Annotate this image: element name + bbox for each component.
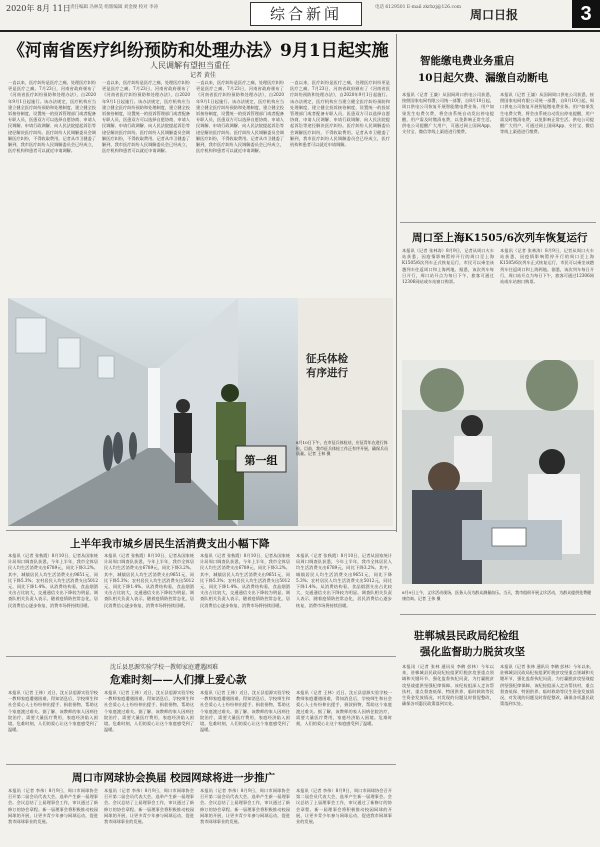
poverty-headline-1: 驻郸城县民政局纪检组 <box>414 630 519 642</box>
consume-body-col-1: 本报讯（记者 张秋霞）8月10日，记者从国家统计局周口调查队获悉，今年上半年，我市全体居民人均生活消费支出6789元，同比下降3.2%。其中，城镇居民人均生活消费支出9651元，同比下降5.3%；农村居民人均生活消费支出5012元，同比下降1.4%。从消费结构看，食品烟酒支出占比较大，交通通信支出下降较为明显。调查队相关负责人表示，随着疫情防控常态化，居民消费信心逐步恢复，消费市场将持续回暖。 <box>8 553 98 608</box>
clinic-photo-image <box>402 360 594 584</box>
poverty-headline-2: 强化监督助力脱贫攻坚 <box>420 646 525 658</box>
recruit-photo-headline: 征兵体检 有序进行 <box>306 353 348 379</box>
tennis-body-col-2: 本报讯（记者 李伟）8月9日，周口市网球协会召开第二届会员代表大会，选举产生新一届理事会。会议总结了上届理事会工作，审议通过了新修订的协会章程。新一届理事会将积极推动校园网球的开展，让更多青少年参与网球运动，促进我市网球事业的发展。 <box>104 788 194 825</box>
tennis-headline: 周口市网球协会换届 校园网球将进一步推广 <box>72 772 276 784</box>
power-headline-1: 智能缴电费业务重启 <box>420 55 515 67</box>
section-title: 综合新闻 <box>250 2 362 26</box>
clinic-photo-caption: 8月9日上午，义诊活动现场，医务人员为群众测量血压。当天，我市组织开展义诊活动，为群众提供免费健康咨询。记者 王伟 摄 <box>402 590 592 601</box>
consume-body-col-4: 本报讯（记者 张秋霞）8月10日，记者从国家统计局周口调查队获悉，今年上半年，我市全体居民人均生活消费支出6789元，同比下降3.2%。其中，城镇居民人均生活消费支出9651元，同比下降5.3%；农村居民人均生活消费支出5012元，同比下降1.4%。从消费结构看，食品烟酒支出占比较大，交通通信支出下降较为明显。调查队相关负责人表示，随着疫情防控常态化，居民消费信心逐步恢复，消费市场将持续回暖。 <box>296 553 392 608</box>
page-number: 3 <box>572 0 600 28</box>
issue-date: 2020年 8月 11日 <box>6 4 71 13</box>
main-body-col-4: 一直以来，医疗纠纷是医疗之痛，处理医疗纠纷更是医疗之痛。7月23日，河南省政府颁布了《河南省医疗纠纷预防和处理办法》，自2020年9月1日起施行。该办法规定，医疗机构应当建立健全医疗纠纷预防和处理制度，建立健全投诉接待制度，设置统一的投诉管理部门或者配备专职人员，医患双方可以选择自愿协商、申请人民调解、申请行政调解、向人民法院提起诉讼等途径解决医疗纠纷。医疗纠纷人民调解委员会调解医疗纠纷，不得收取费用。记者从市卫健委了解到，我市医疗纠纷人民调解委员会已经成立，医疗机构和患者可以就近申请调解。 <box>290 80 390 148</box>
help-kicker: 沈丘县思源实验学校一教师家庭遭遇困难 <box>110 664 219 671</box>
column-divider <box>396 34 397 532</box>
power-body-col-1: 本报讯（记者 王谦）从国网周口供电公司获悉，按照国家电网有限公司统一部署，自8月10日起，周口供电公司恢复开展智能缴电费业务。用户如果发生电费欠费，将会由系统自动发出停电提醒，用户需及时缴清电费，以免影响正常生活。供电公司提醒广大用户，可通过网上国网App、支付宝、微信等线上渠道进行缴费。 <box>402 92 494 135</box>
group-sign-label: 第一组 <box>244 454 278 467</box>
poverty-body-col-2: 本报讯（记者 张林 通讯员 李鹤 彭林）今年以来，驻郸城县民政局纪检组紧盯脱贫攻坚重点领域和关键环节，强化监督执纪问责，为打赢脱贫攻坚战提供坚强纪律保障。该纪检组深入走访帮扶村，重点督查低保、特困供养、临时救助等民生资金发放情况，对发现的问题及时督促整改，确保各项惠民政策落到实处。 <box>500 664 594 707</box>
main-headline: 《河南省医疗纠纷预防和处理办法》9月1日起实施 <box>8 41 389 61</box>
tennis-body-col-4: 本报讯（记者 李伟）8月9日，周口市网球协会召开第二届会员代表大会，选举产生新一届理事会。会议总结了上届理事会工作，审议通过了新修订的协会章程。新一届理事会将积极推动校园网球的开展，让更多青少年参与网球运动，促进我市网球事业的发展。 <box>296 788 392 825</box>
tennis-body-col-1: 本报讯（记者 李伟）8月9日，周口市网球协会召开第二届会员代表大会，选举产生新一届理事会。会议总结了上届理事会工作，审议通过了新修订的协会章程。新一届理事会将积极推动校园网球的开展，让更多青少年参与网球运动，促进我市网球事业的发展。 <box>8 788 98 825</box>
train-body-col-1: 本报讯（记者 张林涛）8月9日，记者从周口火车站获悉，因疫情影响暂停开行的周口至上海K1505/6次列车正式恢复运行，市民可以乘坐该趟列车往返周口和上海两地。据悉，该次列车每日开行，周口站开点为每日下午，旅客可通过12306网站或车站窗口购票。 <box>402 248 494 285</box>
train-body-col-2: 本报讯（记者 张林涛）8月9日，记者从周口火车站获悉，因疫情影响暂停开行的周口至上海K1505/6次列车正式恢复运行，市民可以乘坐该趟列车往返周口和上海两地。据悉，该次列车每日开行，周口站开点为每日下午，旅客可通过12306网站或车站窗口购票。 <box>500 248 594 285</box>
section-rule-5 <box>400 614 596 615</box>
power-headline-2: 10日起欠费、漏缴自动断电 <box>418 72 549 84</box>
help-body-col-4: 本报讯（记者 王林）近日，沈丘县思源实验学校一教师家庭遭遇困难，得知消息后，学校师生和社会爱心人士纷纷伸出援手，捐款捐物，帮助这个家庭渡过难关。据了解，该教师的家人因病住院治疗，需要大量医疗费用，家庭经济陷入困境。危难时刻，人们的爱心让这个家庭感受到了温暖。 <box>296 690 392 727</box>
main-byline: 记者 黄佳 <box>190 72 216 79</box>
help-body-col-1: 本报讯（记者 王林）近日，沈丘县思源实验学校一教师家庭遭遇困难，得知消息后，学校师生和社会爱心人士纷纷伸出援手，捐款捐物，帮助这个家庭渡过难关。据了解，该教师的家人因病住院治疗，需要大量医疗费用，家庭经济陷入困境。危难时刻，人们的爱心让这个家庭感受到了温暖。 <box>8 690 98 733</box>
newspaper-logo: 周口日报 <box>470 8 519 22</box>
help-headline: 危难时刻——人们撑上爱心款 <box>110 674 247 686</box>
help-body-col-3: 本报讯（记者 王林）近日，沈丘县思源实验学校一教师家庭遭遇困难，得知消息后，学校师生和社会爱心人士纷纷伸出援手，捐款捐物，帮助这个家庭渡过难关。据了解，该教师的家人因病住院治疗，需要大量医疗费用，家庭经济陷入困境。危难时刻，人们的爱心让这个家庭感受到了温暖。 <box>200 690 290 733</box>
poverty-body-col-1: 本报讯（记者 张林 通讯员 李鹤 彭林）今年以来，驻郸城县民政局纪检组紧盯脱贫攻坚重点领域和关键环节，强化监督执纪问责，为打赢脱贫攻坚战提供坚强纪律保障。该纪检组深入走访帮扶村，重点督查低保、特困供养、临时救助等民生资金发放情况，对发现的问题及时督促整改，确保各项惠民政策落到实处。 <box>402 664 494 707</box>
main-body-col-1: 一直以来，医疗纠纷是医疗之痛，处理医疗纠纷更是医疗之痛。7月23日，河南省政府颁布了《河南省医疗纠纷预防和处理办法》，自2020年9月1日起施行。该办法规定，医疗机构应当建立健全医疗纠纷预防和处理制度，建立健全投诉接待制度，设置统一的投诉管理部门或者配备专职人员，医患双方可以选择自愿协商、申请人民调解、申请行政调解、向人民法院提起诉讼等途径解决医疗纠纷。医疗纠纷人民调解委员会调解医疗纠纷，不得收取费用。记者从市卫健委了解到，我市医疗纠纷人民调解委员会已经成立，医疗机构和患者可以就近申请调解。 <box>8 80 96 154</box>
section-rule-2 <box>6 530 396 531</box>
section-rule-3 <box>6 656 396 657</box>
editor-info: 责任编辑 冯林昊 组版编辑 刘金俊 校对 李涛 <box>70 5 159 10</box>
clinic-photo <box>402 360 594 584</box>
header-rule <box>0 30 600 32</box>
main-body-col-2: 一直以来，医疗纠纷是医疗之痛，处理医疗纠纷更是医疗之痛。7月23日，河南省政府颁布了《河南省医疗纠纷预防和处理办法》，自2020年9月1日起施行。该办法规定，医疗机构应当建立健全医疗纠纷预防和处理制度，建立健全投诉接待制度，设置统一的投诉管理部门或者配备专职人员，医患双方可以选择自愿协商、申请人民调解、申请行政调解、向人民法院提起诉讼等途径解决医疗纠纷。医疗纠纷人民调解委员会调解医疗纠纷，不得收取费用。记者从市卫健委了解到，我市医疗纠纷人民调解委员会已经成立，医疗机构和患者可以就近申请调解。 <box>102 80 190 154</box>
section-rule-4 <box>6 764 396 765</box>
contact-info: 电话 6129501 E-mail zkrbzj@126.com <box>375 5 461 10</box>
power-body-col-2: 本报讯（记者 王谦）从国网周口供电公司获悉，按照国家电网有限公司统一部署，自8月10日起，周口供电公司恢复开展智能缴电费业务。用户如果发生电费欠费，将会由系统自动发出停电提醒，用户需及时缴清电费，以免影响正常生活。供电公司提醒广大用户，可通过网上国网App、支付宝、微信等线上渠道进行缴费。 <box>500 92 594 135</box>
consume-body-col-3: 本报讯（记者 张秋霞）8月10日，记者从国家统计局周口调查队获悉，今年上半年，我市全体居民人均生活消费支出6789元，同比下降3.2%。其中，城镇居民人均生活消费支出9651元，同比下降5.3%；农村居民人均生活消费支出5012元，同比下降1.4%。从消费结构看，食品烟酒支出占比较大，交通通信支出下降较为明显。调查队相关负责人表示，随着疫情防控常态化，居民消费信心逐步恢复，消费市场将持续回暖。 <box>200 553 290 608</box>
consume-headline: 上半年我市城乡居民生活消费支出小幅下降 <box>70 538 270 550</box>
main-body-col-3: 一直以来，医疗纠纷是医疗之痛，处理医疗纠纷更是医疗之痛。7月23日，河南省政府颁布了《河南省医疗纠纷预防和处理办法》，自2020年9月1日起施行。该办法规定，医疗机构应当建立健全医疗纠纷预防和处理制度，建立健全投诉接待制度，设置统一的投诉管理部门或者配备专职人员，医患双方可以选择自愿协商、申请人民调解、申请行政调解、向人民法院提起诉讼等途径解决医疗纠纷。医疗纠纷人民调解委员会调解医疗纠纷，不得收取费用。记者从市卫健委了解到，我市医疗纠纷人民调解委员会已经成立，医疗机构和患者可以就近申请调解。 <box>196 80 284 154</box>
recruit-photo-caption: 8月10日下午，在市征兵体检站，应征青年在进行体检。目前，我市征兵体检工作正有序开展，确保兵员质量。记者 王林 摄 <box>296 440 388 456</box>
consume-body-col-2: 本报讯（记者 张秋霞）8月10日，记者从国家统计局周口调查队获悉，今年上半年，我市全体居民人均生活消费支出6789元，同比下降3.2%。其中，城镇居民人均生活消费支出9651元，同比下降5.3%；农村居民人均生活消费支出5012元，同比下降1.4%。从消费结构看，食品烟酒支出占比较大，交通通信支出下降较为明显。调查队相关负责人表示，随着疫情防控常态化，居民消费信心逐步恢复，消费市场将持续回暖。 <box>104 553 194 608</box>
main-subtitle: 人民调解有望担当重任 <box>150 61 230 70</box>
section-rule <box>400 222 596 223</box>
help-body-col-2: 本报讯（记者 王林）近日，沈丘县思源实验学校一教师家庭遭遇困难，得知消息后，学校师生和社会爱心人士纷纷伸出援手，捐款捐物，帮助这个家庭渡过难关。据了解，该教师的家人因病住院治疗，需要大量医疗费用，家庭经济陷入困境。危难时刻，人们的爱心让这个家庭感受到了温暖。 <box>104 690 194 733</box>
tennis-body-col-3: 本报讯（记者 李伟）8月9日，周口市网球协会召开第二届会员代表大会，选举产生新一届理事会。会议总结了上届理事会工作，审议通过了新修订的协会章程。新一届理事会将积极推动校园网球的开展，让更多青少年参与网球运动，促进我市网球事业的发展。 <box>200 788 290 825</box>
train-headline: 周口至上海K1505/6次列车恢复运行 <box>412 232 588 244</box>
